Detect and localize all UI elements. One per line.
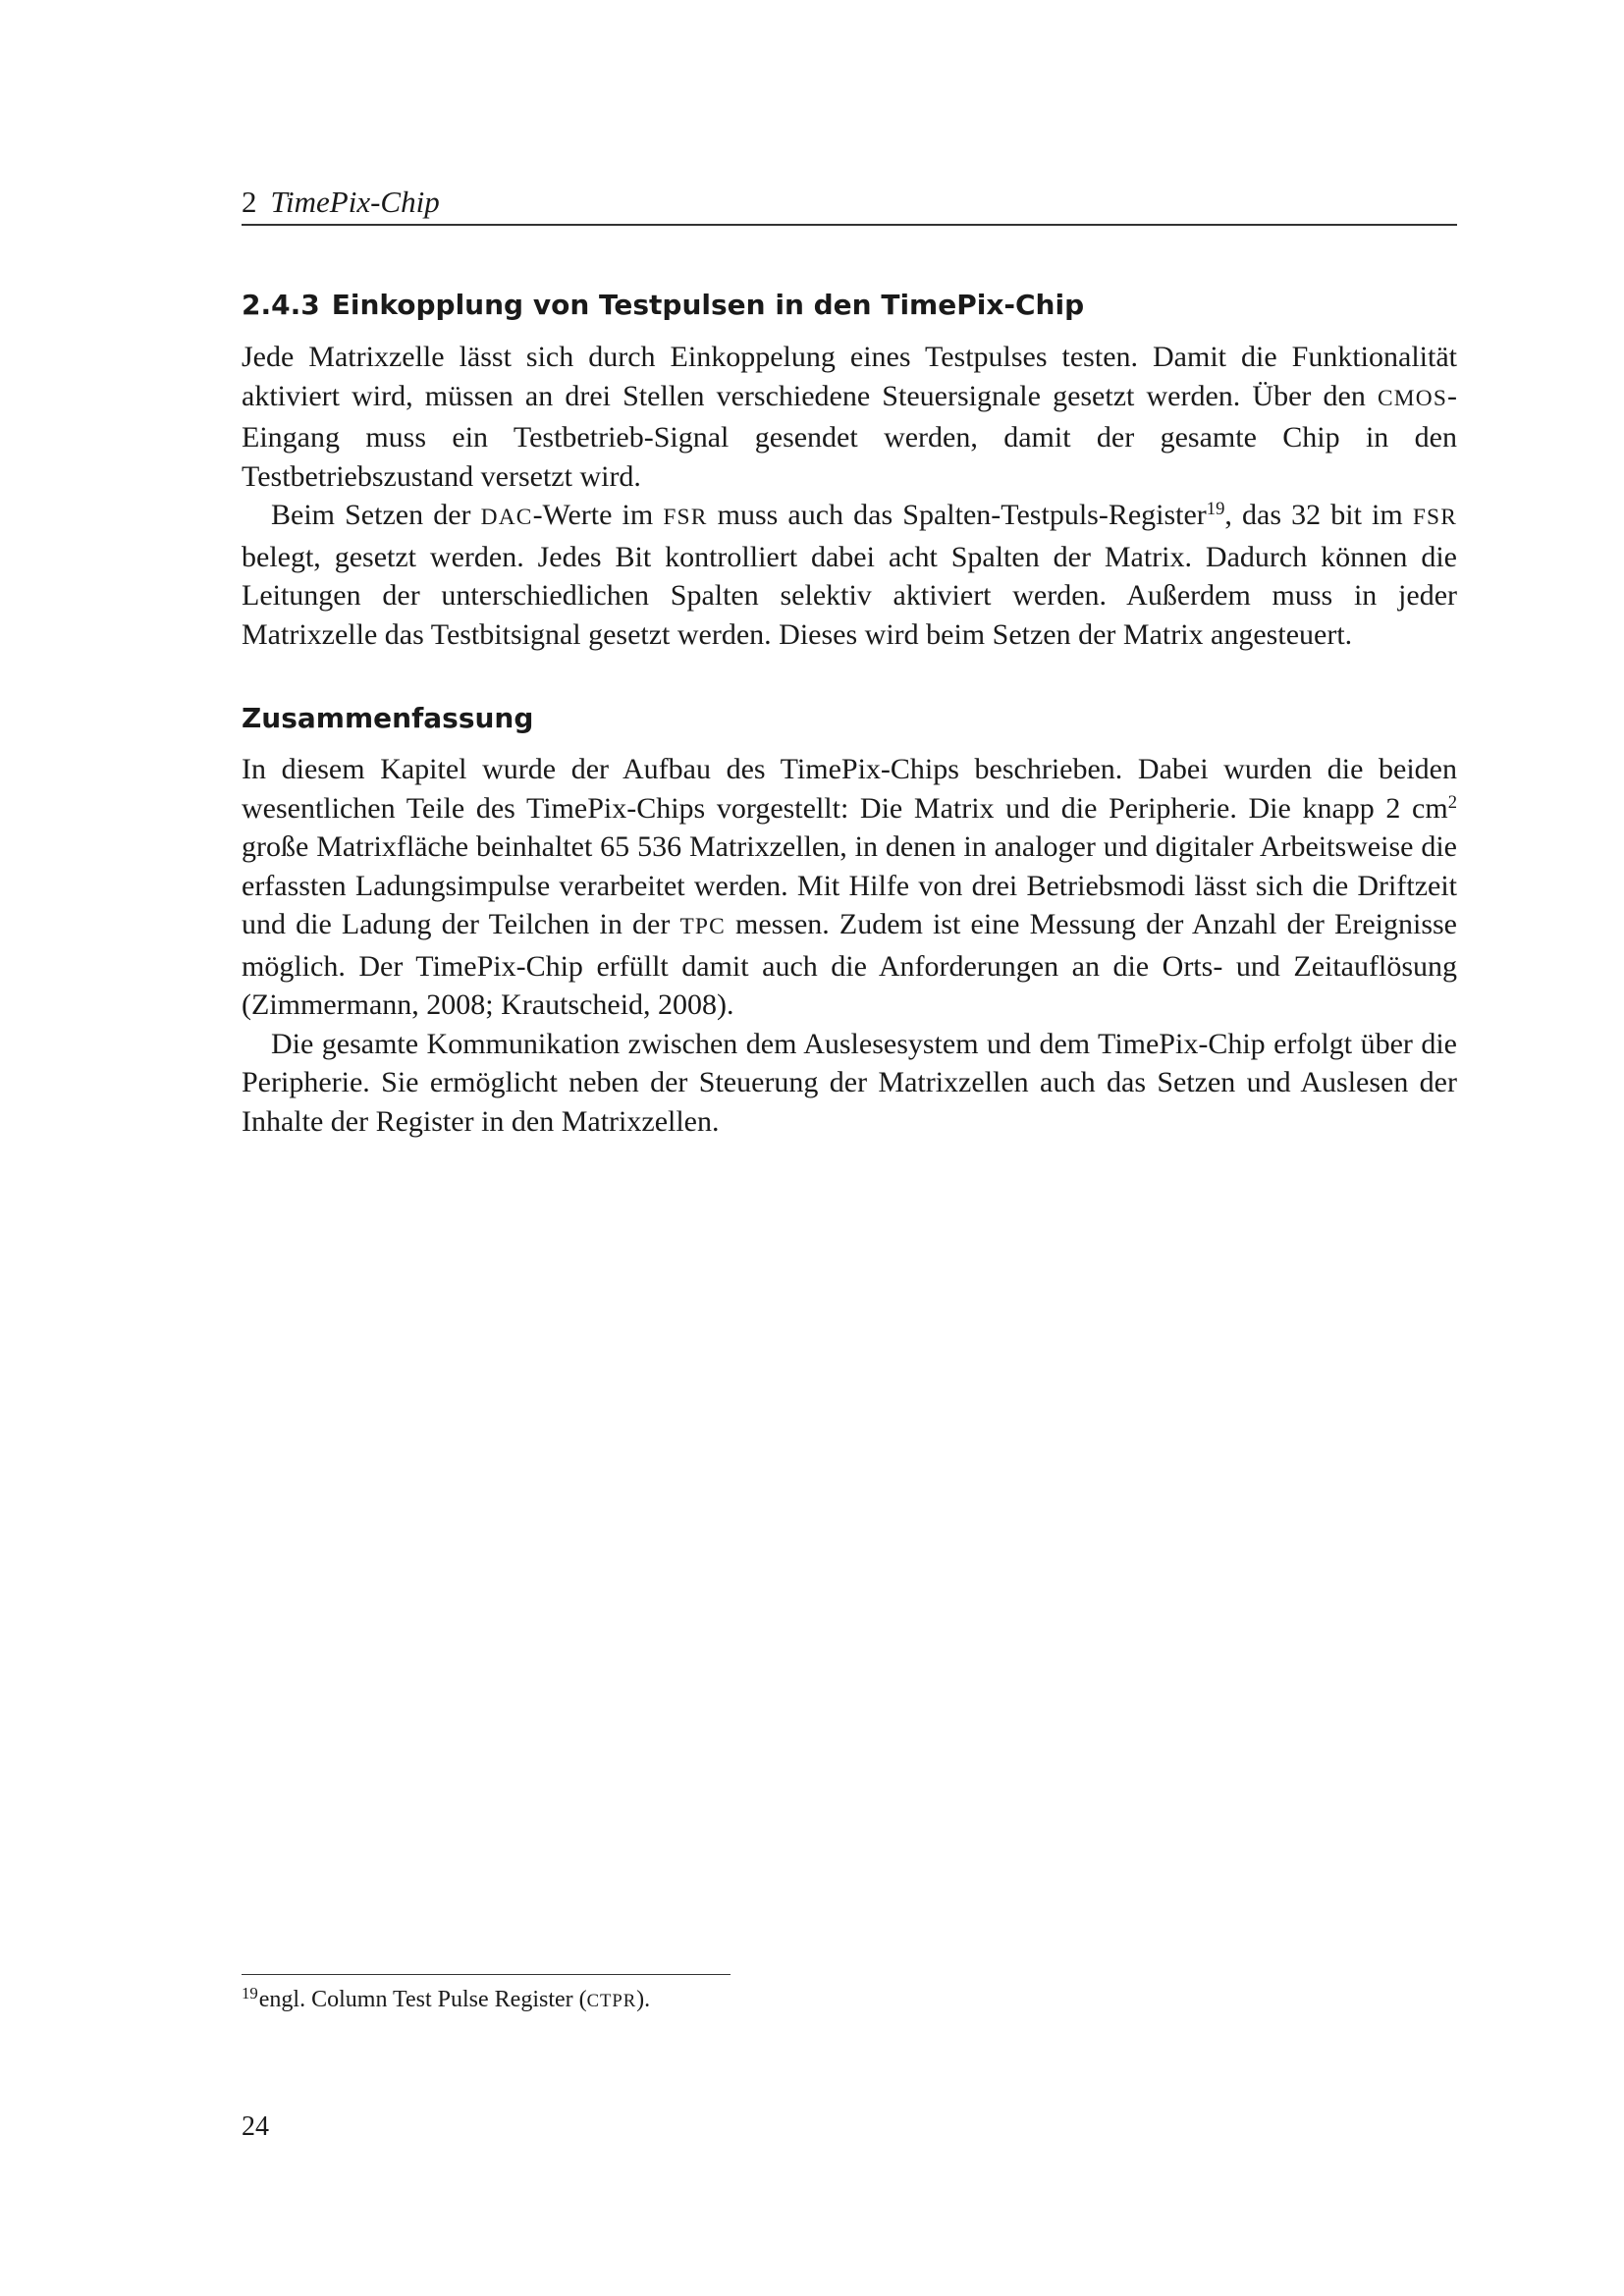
- summary-heading: Zusammenfassung: [242, 702, 534, 734]
- summary-paragraph-1: [242, 750, 1457, 1025]
- text-run: ).: [636, 1987, 651, 2012]
- abbr-tpc: TPC: [679, 914, 726, 939]
- section-body: [242, 338, 1457, 654]
- abbr-fsr: FSR: [663, 505, 708, 530]
- text-run: -Eingang muss ein Testbetrieb-Signal gesendet werden, damit der gesamte Chip in den Testbetriebszustand versetzt wird.: [242, 379, 1457, 493]
- section-number: 2.4.3: [242, 289, 320, 321]
- page-number: 24: [242, 2111, 269, 2142]
- section-heading: [242, 288, 1457, 323]
- footnote-number: 19: [242, 1984, 258, 2003]
- footnote-rule: [242, 1974, 731, 1975]
- footnote-reference[interactable]: 19: [1206, 498, 1225, 519]
- text-run: engl. Column Test Pulse Register (: [258, 1987, 587, 2012]
- text-run: messen. Zudem ist eine Messung der Anzahl der Ereignisse möglich. Der TimePix-Chip erfüllt damit auch die Anforderungen an die Orts- und Zeitauflösung (Zimmermann, 2008; Krautscheid, 2008).: [242, 908, 1457, 1021]
- text-run: In diesem Kapitel wurde der Aufbau des TimePix-Chips beschrieben. Dabei wurden die beiden wesentlichen Teile des TimePix-Chips vorgestellt: Die Matrix und die Peripherie. Die knapp 2 cm: [242, 753, 1457, 825]
- text-run: muss auch das Spalten-Testpuls-Register: [707, 499, 1207, 531]
- section-paragraph-2: [242, 496, 1457, 654]
- chapter-number: 2: [242, 185, 257, 219]
- section-title: Einkopplung von Testpulsen in den TimePix-Chip: [331, 289, 1085, 321]
- abbr-ctpr: CTPR: [586, 1991, 637, 2011]
- superscript: 2: [1447, 791, 1457, 813]
- text-run: -Werte im: [532, 499, 664, 531]
- text-run: Beim Setzen der: [271, 499, 481, 531]
- abbr-dac: DAC: [480, 505, 533, 530]
- running-head: [242, 183, 1457, 222]
- summary-body: [242, 750, 1457, 1141]
- text-run: , das 32 bit im: [1224, 499, 1413, 531]
- header-rule: [242, 224, 1457, 226]
- footnote: [242, 1984, 1223, 2017]
- section-paragraph-1: [242, 338, 1457, 496]
- summary-paragraph-2: Die gesamte Kommunikation zwischen dem Auslesesystem und dem TimePix-Chip erfolgt über die Peripherie. Sie ermöglicht neben der Steuerung der Matrixzellen auch das Setzen und Auslesen der Inhalte der Register in den Matrixzellen.: [242, 1027, 1457, 1138]
- text-run: Jede Matrixzelle lässt sich durch Einkoppelung eines Testpulses testen. Damit die Funktionalität aktiviert wird, müssen an drei Stellen verschiedene Steuersignale gesetzt werden. Über den: [242, 341, 1457, 412]
- text-run: große Matrixfläche beinhaltet 65 536 Matrixzellen, in denen in analoger und digitaler Arbeitsweise die erfassten Ladungsimpulse verarbeitet werden. Mit Hilfe von drei Betriebsmodi lässt sich die Driftzeit und die Ladung der Teilchen in der: [242, 830, 1457, 940]
- chapter-title: TimePix-Chip: [270, 185, 440, 219]
- text-run: belegt, gesetzt werden. Jedes Bit kontrolliert dabei acht Spalten der Matrix. Dadurch können die Leitungen der unterschiedlichen Spalten selektiv aktiviert werden. Außerdem muss in jeder Matrixzelle das Testbitsignal gesetzt werden. Dieses wird beim Setzen der Matrix angesteuert.: [242, 540, 1457, 651]
- abbr-fsr: FSR: [1412, 505, 1457, 530]
- abbr-cmos: CMOS: [1378, 385, 1447, 411]
